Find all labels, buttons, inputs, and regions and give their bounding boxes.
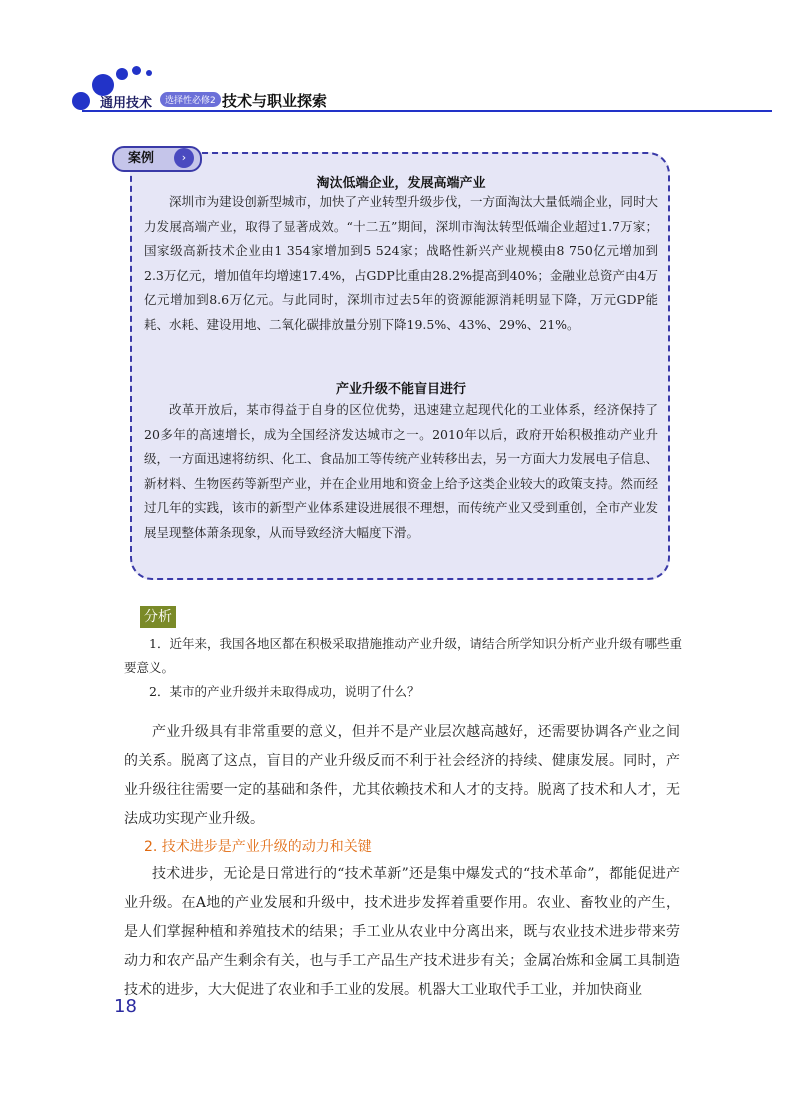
analysis-label: 分析 (140, 606, 176, 628)
case-story1-text: 深圳市为建设创新型城市，加快了产业转型升级步伐，一方面淘汰大量低端企业，同时大力发展高端产业，取得了显著成效。“十二五”期间，深圳市淘汰转型低端企业超过1.7万家；国家级高新技术企业由1 354家增加到5 524家；战略性新兴产业规模由8 750亿元增加到2.3万亿元，增加值年均增速17.4%，占GDP比重由28.2%提高到40%；金融业总资产由4万亿元增加到8.6万亿元。与此同时，深圳市过去5年的资源能源消耗明显下降，万元GDP能耗、水耗、建设用地、二氧化碳排放量分别下降19.5%、43%、29%、21%。 (144, 194, 658, 332)
analysis-question-2: 2．某市的产业升级并未取得成功，说明了什么？ (149, 684, 420, 699)
case-story2-text: 改革开放后，某市得益于自身的区位优势，迅速建立起现代化的工业体系，经济保持了20多年的高速增长，成为全国经济发达城市之一。2010年以后，政府开始积极推动产业升级，一方面迅速将纺织、化工、食品加工等传统产业转移出去，另一方面大力发展电子信息、新材料、生物医药等新型产业，并在企业用地和资金上给予这类企业较大的政策支持。然而经过几年的实践，该市的新型产业体系建设进展很不理想，而传统产业又受到重创，全市产业发展呈现整体萧条现象，从而导致经济大幅度下滑。 (144, 402, 658, 540)
case-tab: 案例 (112, 146, 202, 172)
chevron-right-icon: › (174, 148, 194, 168)
header-rule (82, 110, 772, 112)
analysis-question-1: 1．近年来，我国各地区都在积极采取措施推动产业升级，请结合所学知识分析产业升级有哪些重要意义。 (124, 636, 682, 675)
book-title: 通用技术 (100, 96, 153, 111)
decor-dot (146, 70, 152, 76)
case-story2-title: 产业升级不能盲目进行 (335, 382, 466, 397)
body-paragraph-1: 产业升级具有非常重要的意义，但并不是产业层次越高越好，还需要协调各产业之间的关系。脱离了这点，盲目的产业升级反而不利于社会经济的持续、健康发展。同时，产业升级往往需要一定的基础和条件，尤其依赖技术和人才的支持。脱离了技术和人才，无法成功实现产业升级。 (124, 724, 680, 827)
case-story1-title: 淘汰低端企业，发展高端产业 (316, 176, 486, 191)
decor-dot (132, 66, 141, 75)
decor-dot (72, 92, 90, 110)
page-number: 18 (114, 996, 137, 1017)
chapter-title: 技术与职业探索 (222, 92, 328, 110)
body-paragraph-2: 技术进步，无论是日常进行的“技术革新”还是集中爆发式的“技术革命”，都能促进产业升级。在A地的产业发展和升级中，技术进步发挥着重要作用。农业、畜牧业的产生，是人们掌握种植和养殖技术的结果；手工业从农业中分离出来，既与农业技术进步带来劳动力和农产品产生剩余有关，也与手工产品生产技术进步有关；金属冶炼和金属工具制造技术的进步，大大促进了农业和手工业的发展。机器大工业取代手工业，并加快商业 (124, 866, 680, 998)
section-heading: 2. 技术进步是产业升级的动力和关键 (144, 839, 372, 855)
decor-dot (116, 68, 128, 80)
book-subtitle-badge: 选择性必修2 (160, 92, 221, 107)
